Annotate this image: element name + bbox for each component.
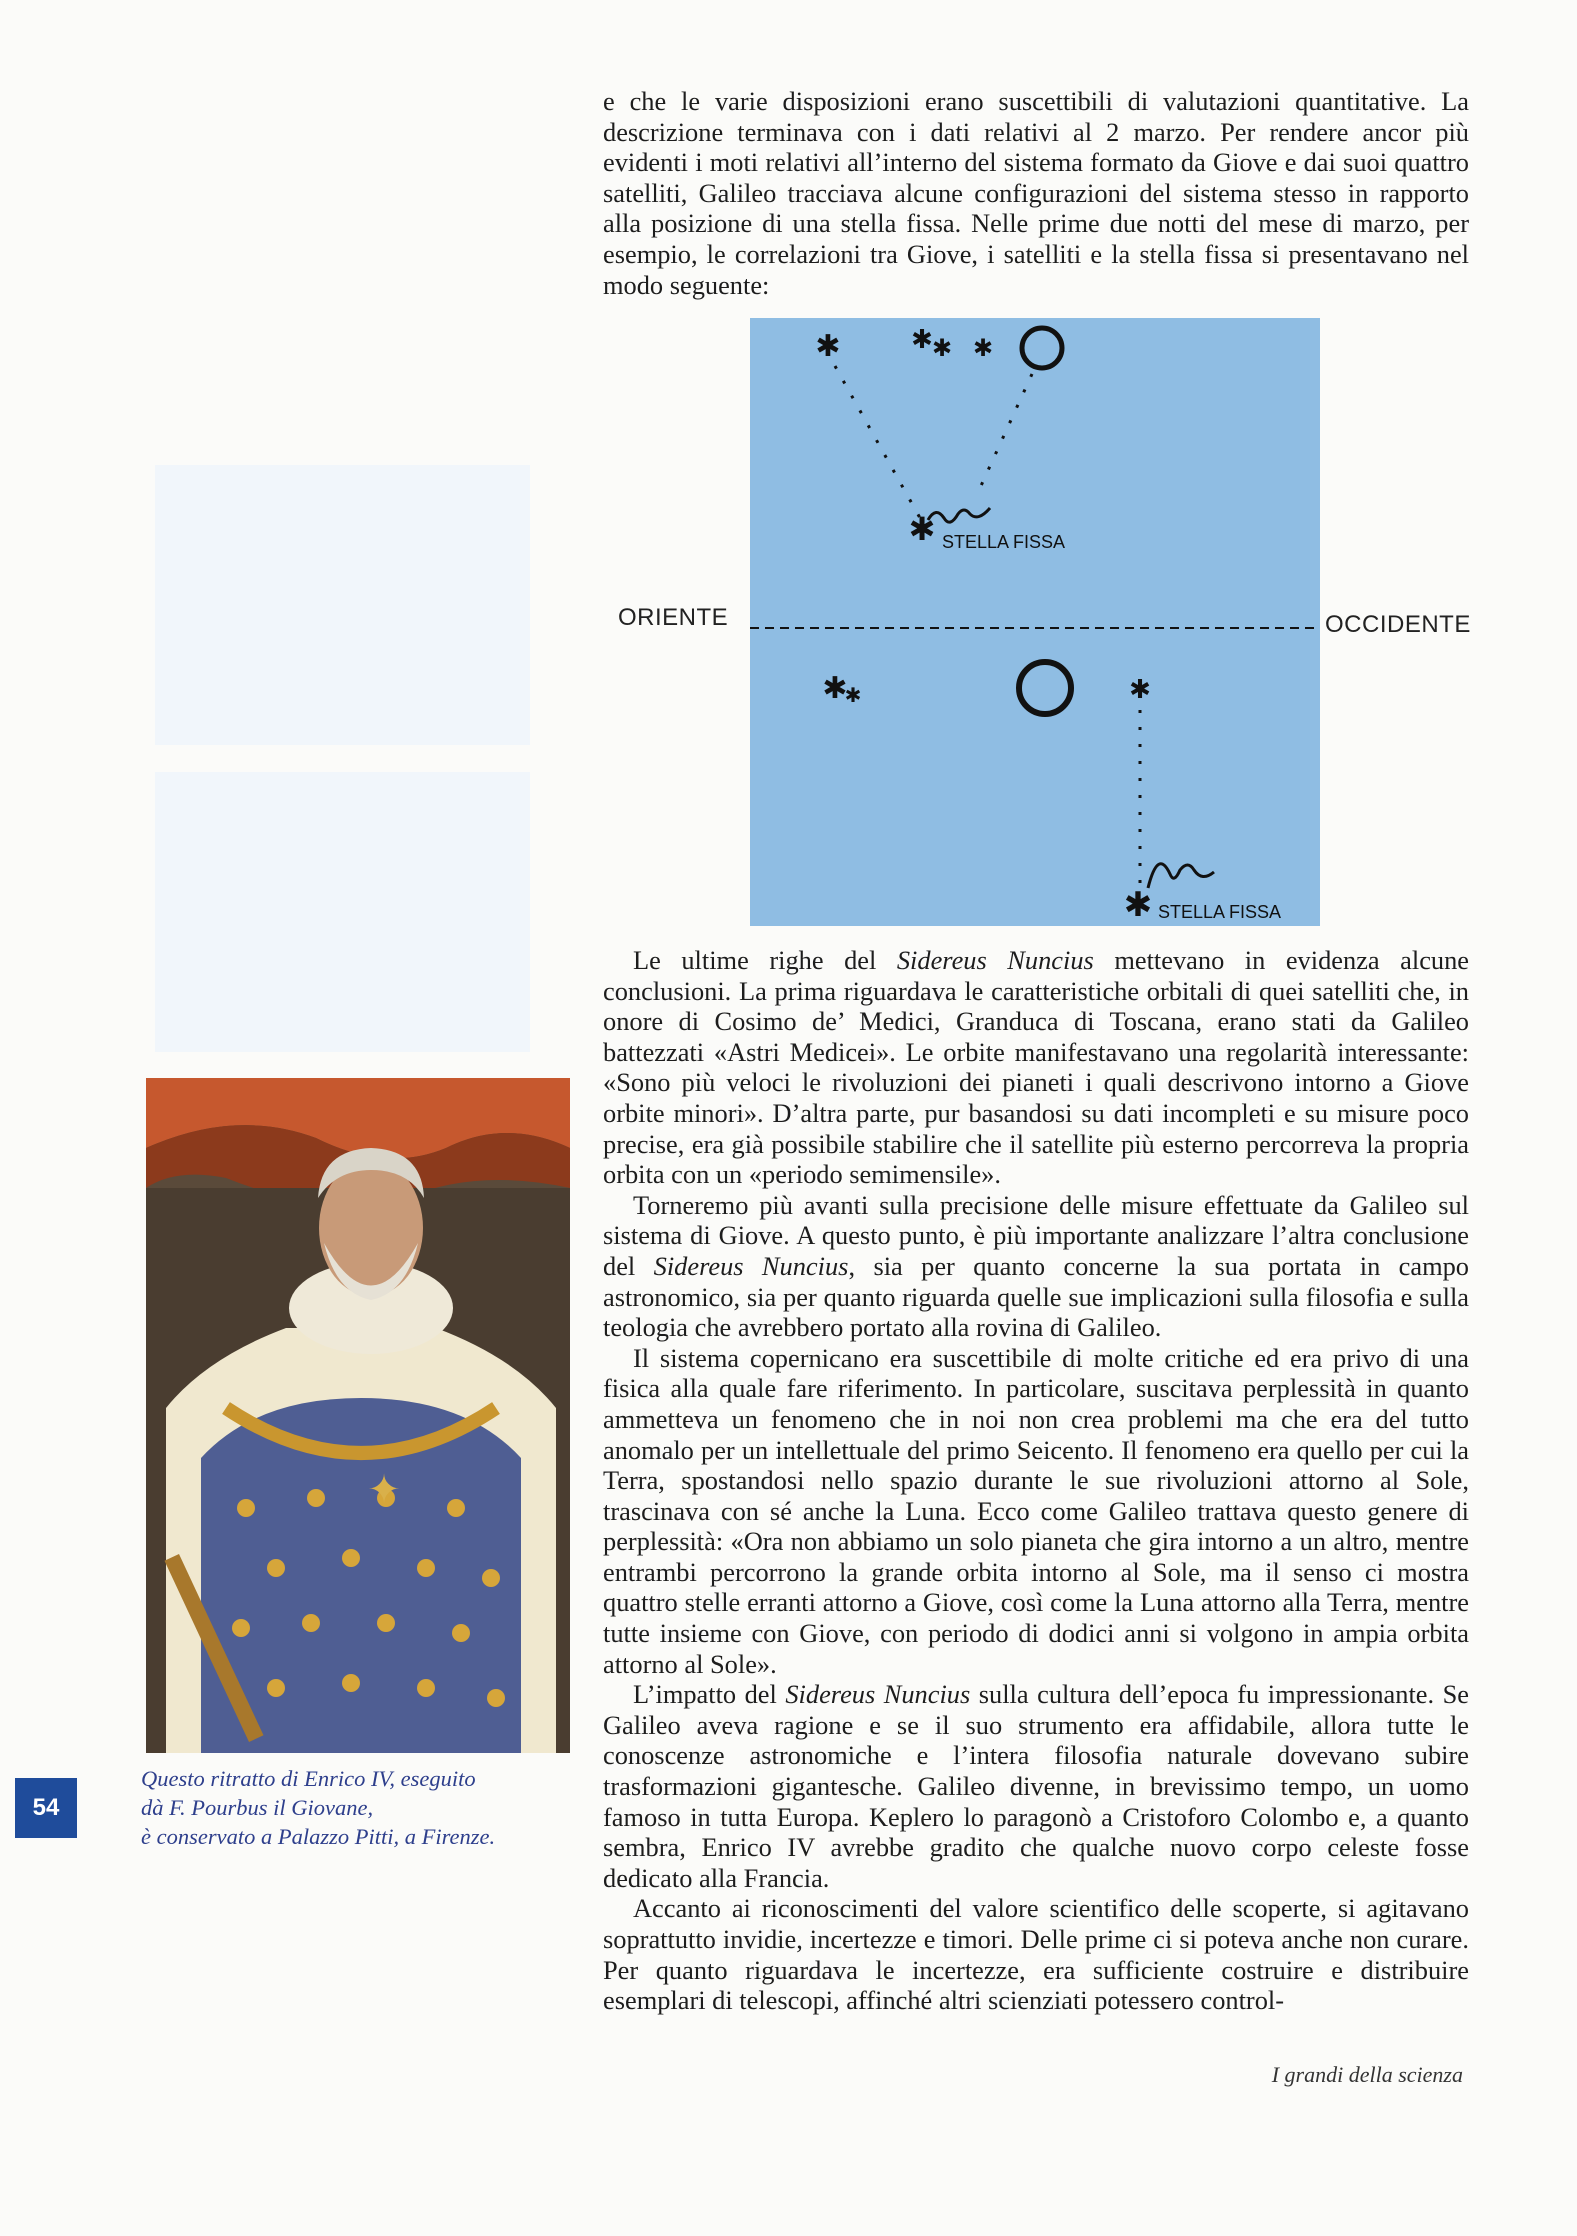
portrait-caption: [141, 1764, 581, 1851]
satellite-star-1: ✱: [815, 330, 841, 363]
running-footer: I grandi della scienza: [1271, 2062, 1463, 2087]
satellite-star-2: ✱: [911, 325, 933, 354]
intro-paragraph: e che le varie disposizioni erano suscettibili di valutazioni quantitative. La descrizione terminava con i dati relativi al 2 marzo. Per rendere ancor più evidenti i moti relativi all’interno del sistema formato da Giove e dai suoi quattro satelliti, Galileo tracciava alcune configurazioni del sistema stesso in rapporto alla posizione di una stella fissa. Nelle prime due notti del mese di marzo, per esempio, le correlazioni tra Giove, i satelliti e la stella fissa si presentavano nel modo seguente:: [603, 86, 1469, 300]
caption-line-3: è conservato a Palazzo Pitti, a Firenze.: [141, 1824, 496, 1849]
caption-line-1: Questo ritratto di Enrico IV, eseguito: [141, 1766, 476, 1791]
satellite-star-7: ✱: [1129, 675, 1151, 704]
paragraph-4-start: L’impatto del: [633, 1679, 786, 1710]
star-label-bottom: STELLA FISSA: [1158, 902, 1282, 922]
page-number: 54: [15, 1778, 77, 1838]
paragraph-4: [603, 1679, 1469, 1893]
faint-background-block-lower: [155, 772, 530, 1052]
label-east: ORIENTE: [618, 604, 729, 631]
paragraph-1-start: Le ultime righe del: [633, 945, 897, 975]
book-title: Sidereus Nuncius: [653, 1250, 849, 1281]
paragraph-4-rest: sulla cultura dell’epoca fu impressionante. Se Galileo aveva ragione e se il suo strumento era affidabile, allora tutte le conoscenze astronomiche e l’intera filosofia naturale dovevano subire trasformazioni gigantesche. Galileo divenne, in brevissimo tempo, un uomo famoso in tutta Europa. Keplero lo paragonò a Cristoforo Colombo e, a quanto sembra, Enrico IV avrebbe gradito che qualche nuovo corpo celeste fosse dedicato alla Francia.: [603, 1679, 1469, 1893]
intro-text: [603, 86, 1469, 300]
body-text: [603, 945, 1469, 2016]
caption-line-2: dà F. Pourbus il Giovane,: [141, 1795, 374, 1820]
paragraph-5: Accanto ai riconoscimenti del valore scientifico delle scoperte, si agitavano soprattutto invidie, incertezze e timori. Delle prime ci si poteva anche non curare. Per quanto riguardava le incertezze, era sufficiente costruire e distribuire esemplari di telescopi, affinché altri scienziati potessero control-: [603, 1893, 1469, 2016]
satellite-star-5: ✱: [822, 672, 848, 705]
paragraph-2-rest: , sia per quanto concerne la sua portata in campo astronomico, sia per quanto riguarda quelle sue implicazioni sulla filosofia e sulla teologia che avrebbero portato alla rovina di Galileo.: [603, 1250, 1469, 1343]
satellite-star-6: ✱: [844, 685, 862, 707]
paragraph-2-start: Torneremo più avanti sulla precisione delle misure effettuate da Galileo sul sistema di Giove. A questo punto, è più importante analizzare l’altra conclusione del: [603, 1189, 1469, 1281]
fixed-star-top: ✱: [908, 511, 936, 547]
jupiter-configuration-diagram: [750, 318, 1320, 926]
paragraph-1: [603, 945, 1469, 1190]
satellite-star-4: ✱: [972, 336, 994, 362]
diagram-background: [750, 318, 1320, 926]
book-title: Sidereus Nuncius: [896, 945, 1094, 975]
paragraph-2: [603, 1190, 1469, 1343]
fixed-star-bottom: ✱: [1123, 887, 1153, 924]
portrait-henry-iv: [146, 1078, 570, 1753]
faint-background-block-upper: [155, 465, 530, 745]
label-west: OCCIDENTE: [1325, 611, 1471, 638]
star-label-top: STELLA FISSA: [942, 532, 1066, 552]
paragraph-1-rest: mettevano in evidenza alcune conclusioni. La prima riguardava le caratteristiche orbitali di quei satelliti che, in onore di Cosimo de’ Medici, Granduca di Toscana, erano stati da Galileo battezzati «Astri Medicei». Le orbite manifestavano una regolarità interessante: «Sono più veloci le rivoluzioni dei pianeti i quali descrivono intorno a Giove orbite minori». D’altra parte, pur basandosi su dati incompleti e su misure poco precise, era già possibile stabilire che il satellite più esterno percorreva la propria orbita con un «periodo semimensile».: [603, 945, 1470, 1190]
paragraph-3: Il sistema copernicano era suscettibile di molte critiche ed era privo di una fisica alla quale fare riferimento. In particolare, suscitava perplessità in quanto ammetteva un fenomeno che in noi non crea problemi ma che era del tutto anomalo per un intellettuale del primo Seicento. Il fenomeno era quello per cui la Terra, spostandosi nello spazio durante le sue rivoluzioni attorno al Sole, trascinava con sé anche la Luna. Ecco come Galileo trattava questo genere di perplessità: «Ora non abbiamo un solo pianeta che gira intorno a un altro, mentre entrambi percorrono la grande orbita intorno al Sole, ma il senso ci mostra quattro stelle erranti attorno a Giove, così come la Luna attorno alla Terra, mentre tutte insieme con Giove, con periodo di dodici anni si volgono in ampia orbita attorno al Sole».: [603, 1342, 1469, 1679]
cross-pendant: ✦: [367, 1467, 401, 1512]
satellite-star-3: ✱: [931, 336, 953, 362]
book-title: Sidereus Nuncius: [785, 1679, 971, 1710]
